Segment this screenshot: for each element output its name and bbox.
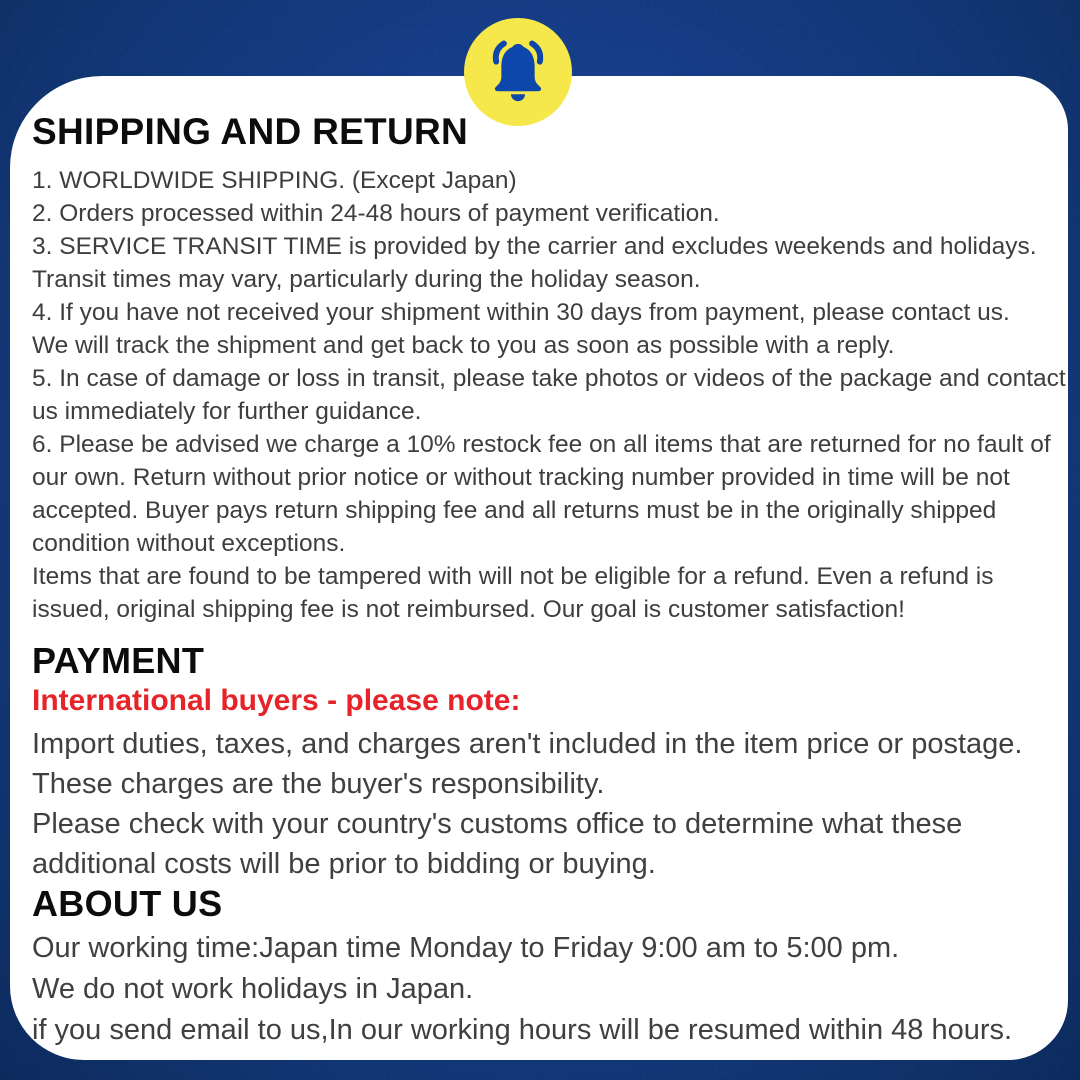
policy-card [10, 76, 1068, 1060]
text-line: if you send email to us,In our working hours will be resumed within 48 hours. [32, 1014, 1013, 1046]
text-line: 1. WORLDWIDE SHIPPING. (Except Japan) [32, 167, 517, 194]
notification-badge [464, 18, 572, 126]
text-line: 5. In case of damage or loss in transit, please take photos or videos of the package and contact [32, 365, 1066, 392]
text-line: us immediately for further guidance. [32, 398, 422, 425]
text-line: accepted. Buyer pays return shipping fee and all returns must be in the originally shipped [32, 497, 997, 524]
text-line: We will track the shipment and get back to you as soon as possible with a reply. [32, 332, 895, 359]
shipping-heading: SHIPPING AND RETURN [32, 111, 469, 152]
shipping-lines [32, 164, 1066, 626]
text-line: additional costs will be prior to bidding or buying. [32, 848, 656, 880]
about-heading: ABOUT US [32, 883, 223, 924]
text-line: Transit times may vary, particularly during the holiday season. [32, 266, 701, 293]
text-line: condition without exceptions. [32, 530, 346, 557]
text-line: These charges are the buyer's responsibility. [32, 768, 605, 800]
text-line: We do not work holidays in Japan. [32, 973, 474, 1005]
payment-lines [32, 724, 1060, 884]
text-line: our own. Return without prior notice or without tracking number provided in time will be not [32, 464, 1010, 491]
text-line: 4. If you have not received your shipment within 30 days from payment, please contact us. [32, 299, 1010, 326]
text-line: issued, original shipping fee is not reimbursed. Our goal is customer satisfaction! [32, 596, 905, 623]
international-buyers-note: International buyers - please note: [32, 684, 521, 717]
text-line: Our working time:Japan time Monday to Friday 9:00 am to 5:00 pm. [32, 932, 900, 964]
text-line: 3. SERVICE TRANSIT TIME is provided by the carrier and excludes weekends and holidays. [32, 233, 1037, 260]
text-line: Please check with your country's customs office to determine what these [32, 808, 963, 840]
bell-icon [481, 35, 555, 109]
about-lines [32, 928, 1060, 1051]
text-line: Items that are found to be tampered with will not be eligible for a refund. Even a refund is [32, 563, 994, 590]
text-line: Import duties, taxes, and charges aren't included in the item price or postage. [32, 728, 1023, 760]
text-line: 6. Please be advised we charge a 10% restock fee on all items that are returned for no fault of [32, 431, 1051, 458]
payment-heading: PAYMENT [32, 640, 205, 681]
text-line: 2. Orders processed within 24-48 hours of payment verification. [32, 200, 720, 227]
